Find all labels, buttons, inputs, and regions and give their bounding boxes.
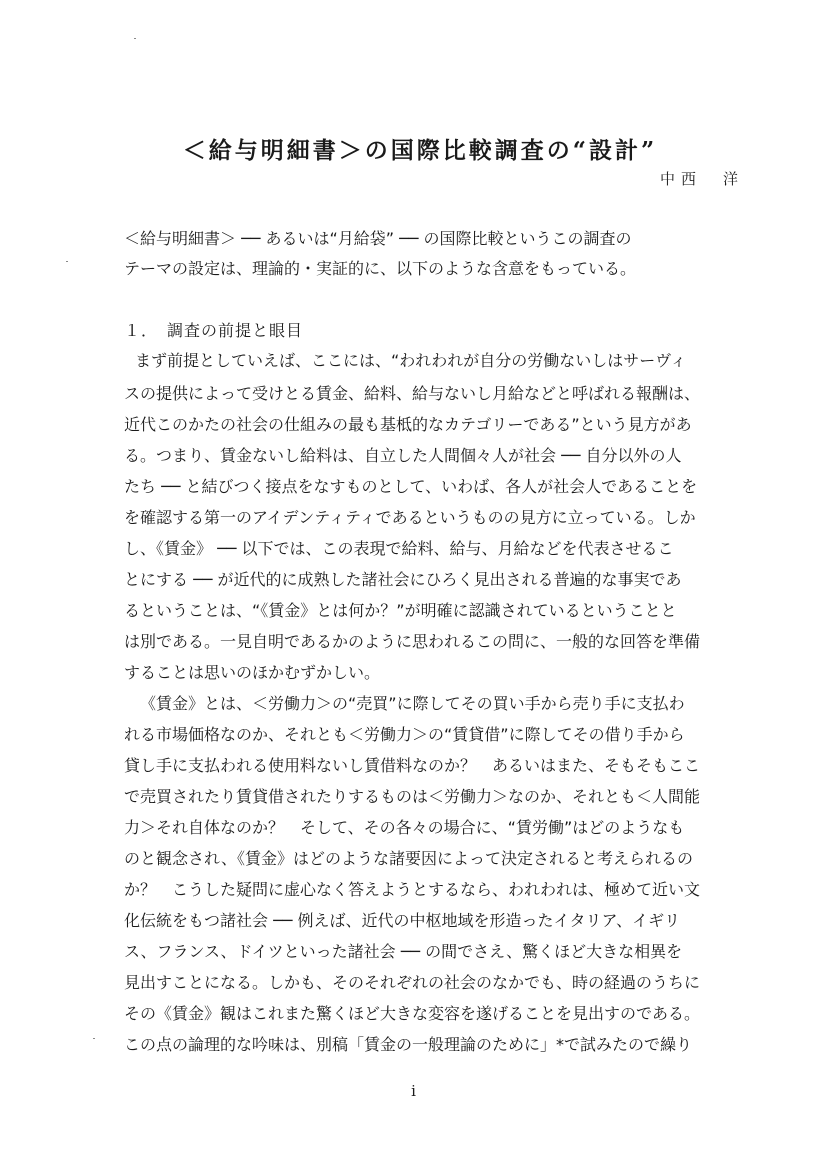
body-line: スの提供によって受けとる賃金、給料、給与ないし月給などと呼ばれる報酬は、 (124, 384, 701, 403)
body-line: のと観念され、《賃金》はどのような諸要因によって決定されると考えられるの (124, 849, 693, 868)
body-line: ス、フランス、ドイツといった諸社会 ── の間でさえ、驚くほど大きな相異を (124, 942, 683, 961)
body-line: るということは、“《賃金》とは何か？”が明確に認識されているということと (124, 601, 677, 620)
scan-speck (66, 261, 68, 262)
body-line: か？ こうした疑問に虚心なく答えようとするなら、われわれは、極めて近い文 (124, 880, 701, 899)
body-line: は別である。一見自明であるかのように思われるこの問に、一般的な回答を準備 (124, 632, 701, 651)
body-line: 近代このかたの社会の仕組みの最も基柢的なカテゴリーである”という見方があ (124, 415, 692, 434)
body-line: 貸し手に支払われる使用料ないし賃借料なのか？ あるいはまた、そもそもここ (124, 756, 701, 775)
author-name: 中西 洋 (660, 170, 745, 188)
body-line: で売買されたり賃貸借されたりするものは＜労働力＞なのか、それとも＜人間能 (124, 787, 701, 806)
body-line: れる市場価格なのか、それとも＜労働力＞の“賃貸借”に際してその借り手から (124, 725, 685, 744)
body-line: まず前提としていえば、ここには、“われわれが自分の労働ないしはサーヴィ (135, 351, 687, 370)
body-line: することは思いのほかむずかしい。 (124, 663, 381, 682)
scan-speck (93, 1038, 95, 1039)
body-line: その《賃金》観はこれまた驚くほど大きな変容を遂げることを見出すのである。 (124, 1004, 701, 1023)
intro-line: ＜給与明細書＞ ── あるいは“月給袋” ── の国際比較というこの調査の (124, 229, 632, 248)
body-line: 化伝統をもつ諸社会 ── 例えば、近代の中枢地域を形造ったイタリア、イギリ (124, 911, 681, 930)
scan-speck (134, 38, 136, 39)
body-line: 見出すことになる。しかも、そのそれぞれの社会のなかでも、時の経過のうちに (124, 973, 701, 992)
body-line: とにする ── が近代的に成熟した諸社会にひろく見出される普遍的な事実であ (124, 570, 682, 589)
body-line: し、《賃金》 ── 以下では、この表現で給料、給与、月給などを代表させるこ (124, 539, 674, 558)
page-title: ＜給与明細書＞の国際比較調査の“設計” (182, 137, 658, 164)
body-line: この点の論理的な吟味は、別稿「賃金の一般理論のために」*で試みたので繰り (124, 1035, 693, 1054)
body-line: を確認する第一のアイデンティティであるというものの見方に立っている。しか (124, 508, 696, 527)
page-number: i (411, 1082, 416, 1100)
intro-line: テーマの設定は、理論的・実証的に、以下のような含意をもっている。 (124, 259, 637, 278)
section-heading: １． 調査の前提と眼目 (124, 321, 304, 340)
body-line: たち ── と結びつく接点をなすものとして、いわば、各人が社会人であることを (124, 477, 698, 496)
body-line: 力＞それ自体なのか？ そして、その各々の場合に、“賃労働”はどのようなも (124, 818, 685, 837)
body-line: 《賃金》とは、＜労働力＞の“売買”に際してその買い手から売り手に支払わ (140, 694, 685, 713)
body-line: る。つまり、賃金ないし給料は、自立した人間個々人が社会 ── 自分以外の人 (124, 446, 682, 465)
